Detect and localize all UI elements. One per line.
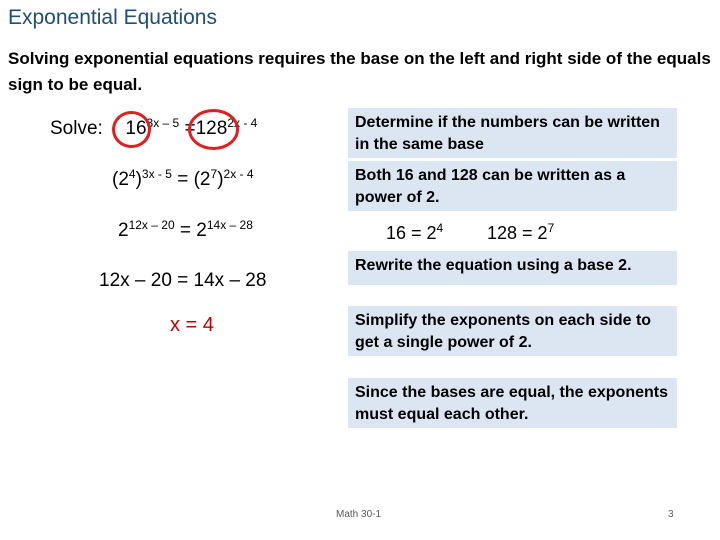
solve-label: Solve: [50, 118, 103, 139]
slide-title: Exponential Equations [8, 6, 217, 29]
circle-128-highlight [188, 109, 239, 150]
eq1-lhs-base: 16 [125, 118, 147, 139]
eq3-rhs-exponent: 14x – 28 [206, 218, 253, 232]
footer-course: Math 30-1 [336, 509, 382, 520]
power-16-base: 16 = 2 [386, 223, 437, 243]
equation-2 [112, 169, 254, 191]
power-128 [487, 223, 554, 244]
eq2-lhs-inner-exponent: 4 [128, 167, 136, 181]
note-box-4: Simplify the exponents on each side to get a single power of 2. [348, 306, 677, 356]
answer: x = 4 [170, 314, 214, 336]
eq1-rhs-exponent: 2x - 4 [227, 116, 258, 130]
power-16-exponent: 4 [436, 221, 444, 235]
equation-3 [118, 220, 253, 242]
note-box-3: Rewrite the equation using a base 2. [348, 251, 677, 285]
eq1-rhs-base: 128 [195, 118, 228, 139]
eq3-lhs-exponent: 12x – 20 [128, 218, 175, 232]
eq1-lhs-exponent: 3x – 5 [146, 116, 180, 130]
eq1-equals: = [184, 118, 196, 139]
eq2-lhs-exponent: 3x - 5 [141, 167, 172, 181]
note-box-1: Determine if the numbers can be written in the same base [348, 108, 677, 158]
note-box-5: Since the bases are equal, the exponents must equal each other. [348, 378, 677, 428]
circle-16-highlight [112, 111, 151, 148]
power-128-base: 128 = 2 [487, 223, 548, 243]
eq2-rhs-inner-exponent: 7 [210, 167, 218, 181]
eq2-equals: = (2 [177, 169, 211, 190]
intro-text: Solving exponential equations requires the base on the left and right side of the equals sign to be equal. [8, 49, 711, 94]
footer-page-number: 3 [668, 509, 674, 520]
eq2-rhs-close: ) [217, 169, 224, 190]
eq2-lhs-close: ) [135, 169, 142, 190]
power-128-exponent: 7 [547, 221, 555, 235]
power-16 [386, 223, 443, 244]
equation-4: 12x – 20 = 14x – 28 [99, 270, 267, 291]
note-box-2: Both 16 and 128 can be written as a power of 2. [348, 161, 677, 211]
eq3-equals: = 2 [179, 220, 207, 241]
eq2-rhs-exponent: 2x - 4 [223, 167, 254, 181]
eq2-lhs-open: (2 [112, 169, 129, 190]
eq3-lhs-base: 2 [118, 220, 129, 241]
